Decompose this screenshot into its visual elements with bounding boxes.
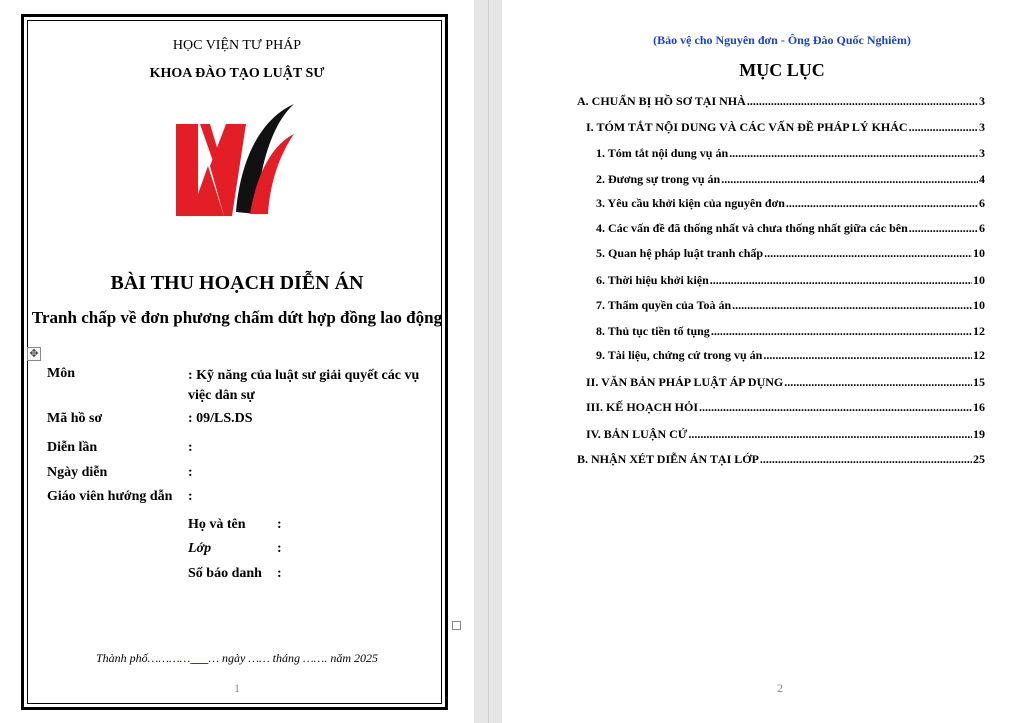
toc-entry[interactable]: 7. Thẩm quyền của Toà án ..... 10 (596, 298, 985, 313)
academy-logo (170, 94, 296, 222)
report-title[interactable]: BÀI THU HOẠCH DIỄN ÁN (110, 272, 364, 294)
place-link[interactable]: ___ (190, 651, 209, 665)
toc-entry[interactable]: A. CHUẨN BỊ HỒ SƠ TẠI NHÀ ..... 3 (577, 94, 985, 109)
toc-entry[interactable]: III. KẾ HOẠCH HỎI ..... 16 (586, 400, 985, 415)
page-number-1: 1 (234, 681, 240, 695)
defense-caption[interactable]: (Bảo vệ cho Nguyên đơn - Ông Đào Quốc Nghiêm) (653, 33, 911, 47)
round-value[interactable]: : (188, 440, 193, 455)
student-id-value[interactable]: : (277, 566, 282, 581)
place-date-line[interactable] (0, 651, 474, 666)
date-value[interactable]: : (188, 465, 193, 480)
student-class-value[interactable]: : (277, 541, 282, 556)
teacher-value[interactable]: : (188, 489, 193, 504)
institution-name[interactable]: HỌC VIỆN TƯ PHÁP (172, 38, 302, 53)
student-class-label: Lớp (188, 541, 212, 556)
subject-value[interactable]: : Kỹ năng của luật sư giải quyết các vụ việc dân sự (188, 368, 420, 403)
toc-entry[interactable]: 9. Tài liệu, chứng cứ trong vụ án ..... 12 (596, 348, 985, 363)
date-label: Ngày diễn (47, 465, 108, 480)
date-text: … ngày …… tháng ……. năm 2025 (208, 651, 379, 665)
table-resize-handle[interactable] (452, 621, 461, 630)
toc-entry[interactable]: 1. Tóm tắt nội dung vụ án ..... 3 (596, 146, 985, 161)
toc-entry[interactable]: 2. Đương sự trong vụ án ..... 4 (596, 172, 985, 187)
gutter-divider (488, 0, 489, 723)
toc-entry[interactable]: 5. Quan hệ pháp luật tranh chấp ..... 10 (596, 246, 985, 261)
faculty-name[interactable]: KHOA ĐÀO TẠO LUẬT SƯ (149, 66, 325, 81)
toc-entry[interactable]: 3. Yêu cầu khởi kiện của nguyên đơn ..... 6 (596, 196, 985, 211)
report-subtitle[interactable]: Tranh chấp về đơn phương chấm dứt hợp đồng lao động (31, 308, 443, 327)
toc-heading[interactable]: MỤC LỤC (739, 60, 825, 80)
toc-entry[interactable]: 4. Các vấn đề đã thống nhất và chưa thống nhất giữa các bên ..... 6 (596, 221, 985, 236)
toc-entry[interactable]: 6. Thời hiệu khởi kiện ..... 10 (596, 273, 985, 288)
student-name-label: Họ và tên (188, 517, 246, 532)
cover-page (0, 0, 474, 723)
student-name-value[interactable]: : (277, 517, 282, 532)
toc-entry[interactable]: IV. BẢN LUẬN CỨ ..... 19 (586, 427, 985, 442)
case-code-label: Mã hồ sơ (47, 411, 103, 426)
teacher-label: Giáo viên hướng dẫn (47, 489, 173, 504)
toc-entry[interactable]: I. TÓM TẮT NỘI DUNG VÀ CÁC VẤN ĐỀ PHÁP LÝ KHÁC ..... 3 (586, 120, 985, 135)
student-id-label: Số báo danh (188, 566, 262, 581)
case-code-value[interactable]: : 09/LS.DS (188, 411, 253, 426)
toc-entry[interactable]: B. NHẬN XÉT DIỄN ÁN TẠI LỚP ..... 25 (577, 452, 985, 467)
table-move-handle-icon[interactable]: ✥ (27, 347, 41, 361)
round-label: Diễn lần (47, 440, 98, 455)
subject-label: Môn (47, 366, 75, 381)
place-text: Thành phố………… (95, 651, 191, 665)
toc-entry[interactable]: 8. Thủ tục tiền tố tụng ..... 12 (596, 324, 985, 339)
toc-entry[interactable]: II. VĂN BẢN PHÁP LUẬT ÁP DỤNG ..... 15 (586, 375, 985, 390)
page-number-2: 2 (777, 681, 783, 695)
